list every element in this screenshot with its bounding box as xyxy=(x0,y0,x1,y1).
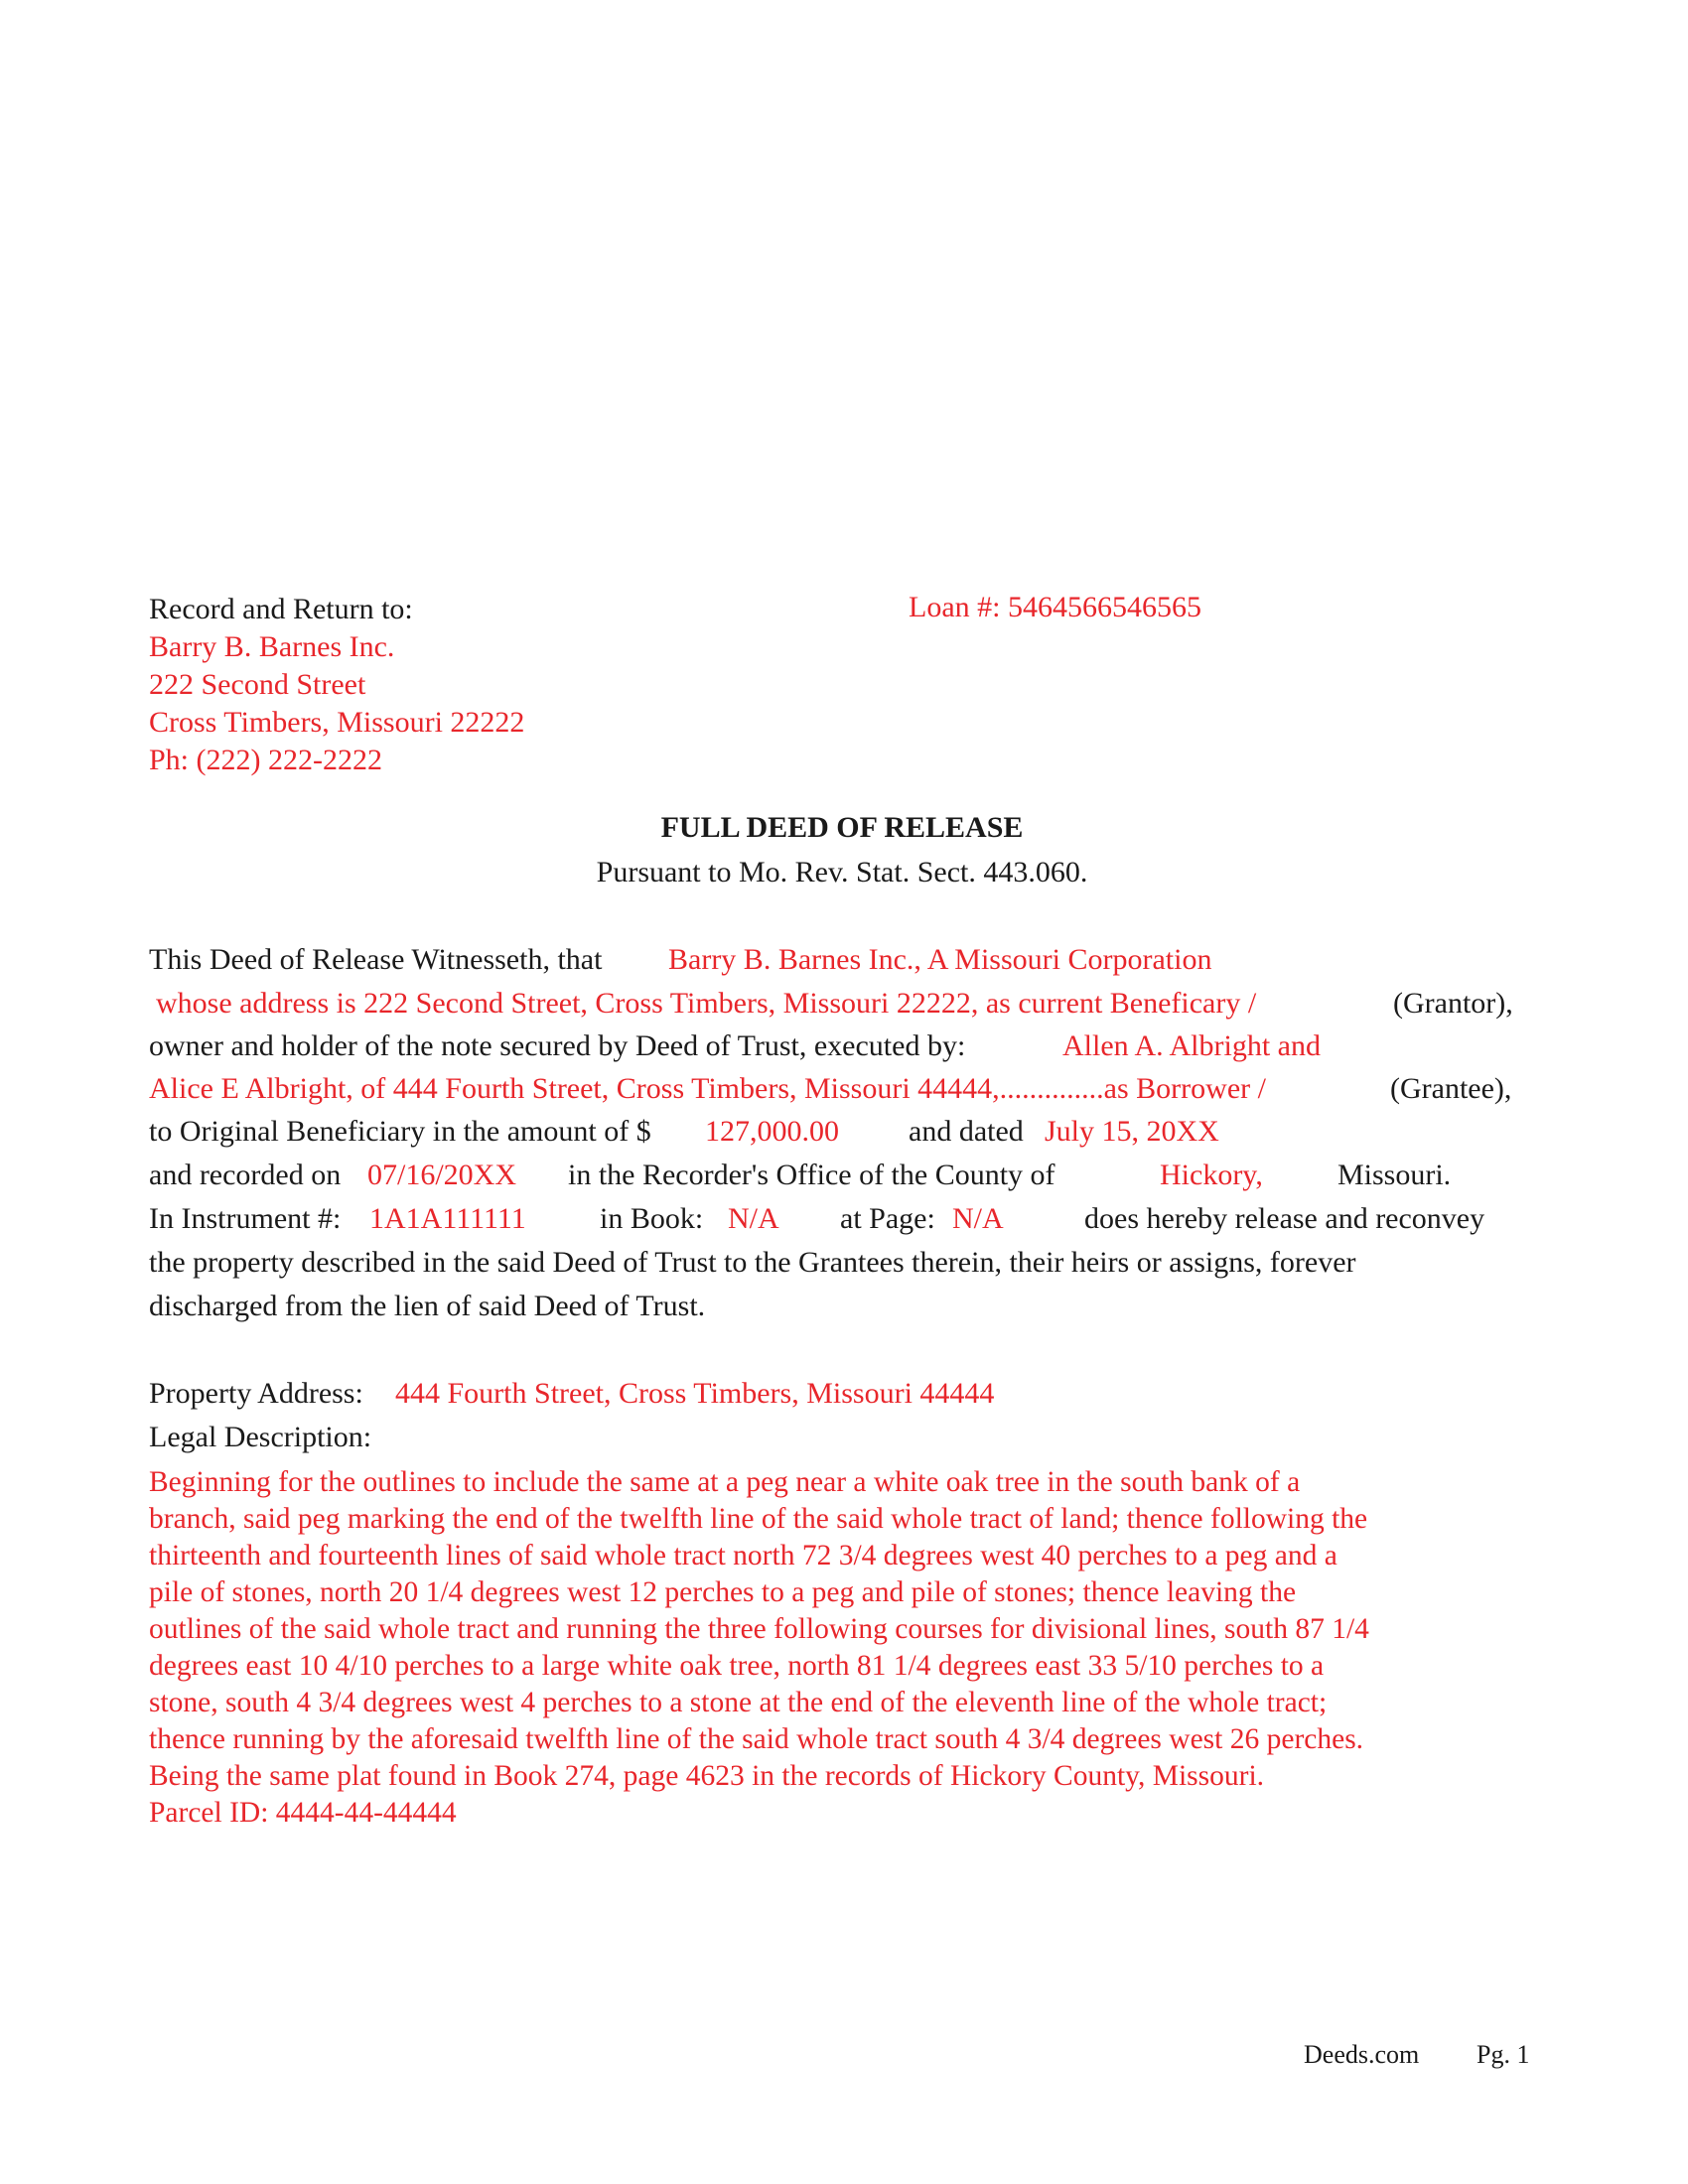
footer-page-number: Pg. 1 xyxy=(1477,2040,1530,2069)
return-city: Cross Timbers, Missouri 22222 xyxy=(149,706,525,739)
return-name: Barry B. Barnes Inc. xyxy=(149,630,395,663)
legal-line: pile of stones, north 20 1/4 degrees west 12 perches to a peg and pile of stones; thence leaving the xyxy=(149,1576,1297,1608)
body-line-3-static: owner and holder of the note secured by Deed of Trust, executed by: xyxy=(149,1029,966,1062)
body-line-9: discharged from the lien of said Deed of Trust. xyxy=(149,1290,706,1322)
legal-description-label: Legal Description: xyxy=(149,1421,372,1453)
recorded-date: 07/16/20XX xyxy=(367,1159,516,1191)
body-line-7-static-c: at Page: xyxy=(840,1202,935,1235)
body-line-7-static-b: in Book: xyxy=(600,1202,704,1235)
body-line-5-static-b: and dated xyxy=(909,1115,1024,1148)
legal-line: Being the same plat found in Book 274, page 4623 in the records of Hickory County, Missouri. xyxy=(149,1760,1265,1792)
loan-amount: 127,000.00 xyxy=(705,1115,839,1148)
parcel-id: Parcel ID: 4444-44-44444 xyxy=(149,1797,457,1829)
subtitle-text: Pursuant to Mo. Rev. Stat. Sect. 443.060. xyxy=(596,856,1088,888)
state-name: Missouri. xyxy=(1337,1159,1452,1191)
legal-line: outlines of the said whole tract and running the three following courses for divisional lines, south 87 1/4 xyxy=(149,1613,1369,1645)
record-return-heading: Record and Return to: xyxy=(149,593,413,625)
body-line-8: the property described in the said Deed of Trust to the Grantees therein, their heirs or assigns, forever xyxy=(149,1246,1356,1279)
deed-date: July 15, 20XX xyxy=(1045,1115,1219,1148)
page-number-field: N/A xyxy=(952,1202,1004,1235)
property-address: 444 Fourth Street, Cross Timbers, Missouri 44444 xyxy=(395,1377,995,1410)
body-line-7-static-d: does hereby release and reconvey xyxy=(1084,1202,1485,1235)
document-subtitle xyxy=(0,854,1688,891)
return-street: 222 Second Street xyxy=(149,668,366,701)
borrower-name-1: Allen A. Albright and xyxy=(1062,1029,1321,1062)
legal-line: Beginning for the outlines to include the same at a peg near a white oak tree in the south bank of a xyxy=(149,1466,1301,1498)
title-text: FULL DEED OF RELEASE xyxy=(660,811,1024,844)
county-name: Hickory, xyxy=(1160,1159,1263,1191)
legal-line: thirteenth and fourteenth lines of said whole tract north 72 3/4 degrees west 40 perches to a peg and a xyxy=(149,1540,1337,1571)
document-title xyxy=(0,809,1688,847)
body-line-6-static-b: in the Recorder's Office of the County of xyxy=(568,1159,1055,1191)
grantee-label: (Grantee), xyxy=(1390,1072,1512,1105)
grantor-label: (Grantor), xyxy=(1393,987,1513,1020)
legal-line: branch, said peg marking the end of the twelfth line of the said whole tract of land; thence following the xyxy=(149,1503,1368,1535)
body-line-5-static-a: to Original Beneficiary in the amount of $ xyxy=(149,1115,651,1148)
grantor-name: Barry B. Barnes Inc., A Missouri Corporation xyxy=(668,943,1212,976)
body-line-7-static-a: In Instrument #: xyxy=(149,1202,342,1235)
property-address-label: Property Address: xyxy=(149,1377,363,1410)
body-line-1-static: This Deed of Release Witnesseth, that xyxy=(149,943,603,976)
legal-line: degrees east 10 4/10 perches to a large white oak tree, north 81 1/4 degrees east 33 5/10 perches to a xyxy=(149,1650,1325,1682)
grantor-address: whose address is 222 Second Street, Cross Timbers, Missouri 22222, as current Beneficary / xyxy=(156,987,1257,1020)
loan-number: Loan #: 5464566546565 xyxy=(909,591,1201,623)
borrower-name-address: Alice E Albright, of 444 Fourth Street, Cross Timbers, Missouri 44444,..............as Borrower / xyxy=(149,1072,1266,1105)
return-phone: Ph: (222) 222-2222 xyxy=(149,744,382,776)
book-number: N/A xyxy=(728,1202,779,1235)
instrument-number: 1A1A111111 xyxy=(369,1202,526,1235)
body-line-6-static-a: and recorded on xyxy=(149,1159,342,1191)
legal-line: thence running by the aforesaid twelfth line of the said whole tract south 4 3/4 degrees west 26 perches. xyxy=(149,1723,1364,1755)
legal-line: stone, south 4 3/4 degrees west 4 perches to a stone at the end of the eleventh line of the whole tract; xyxy=(149,1687,1328,1718)
footer-site: Deeds.com xyxy=(1304,2040,1420,2069)
